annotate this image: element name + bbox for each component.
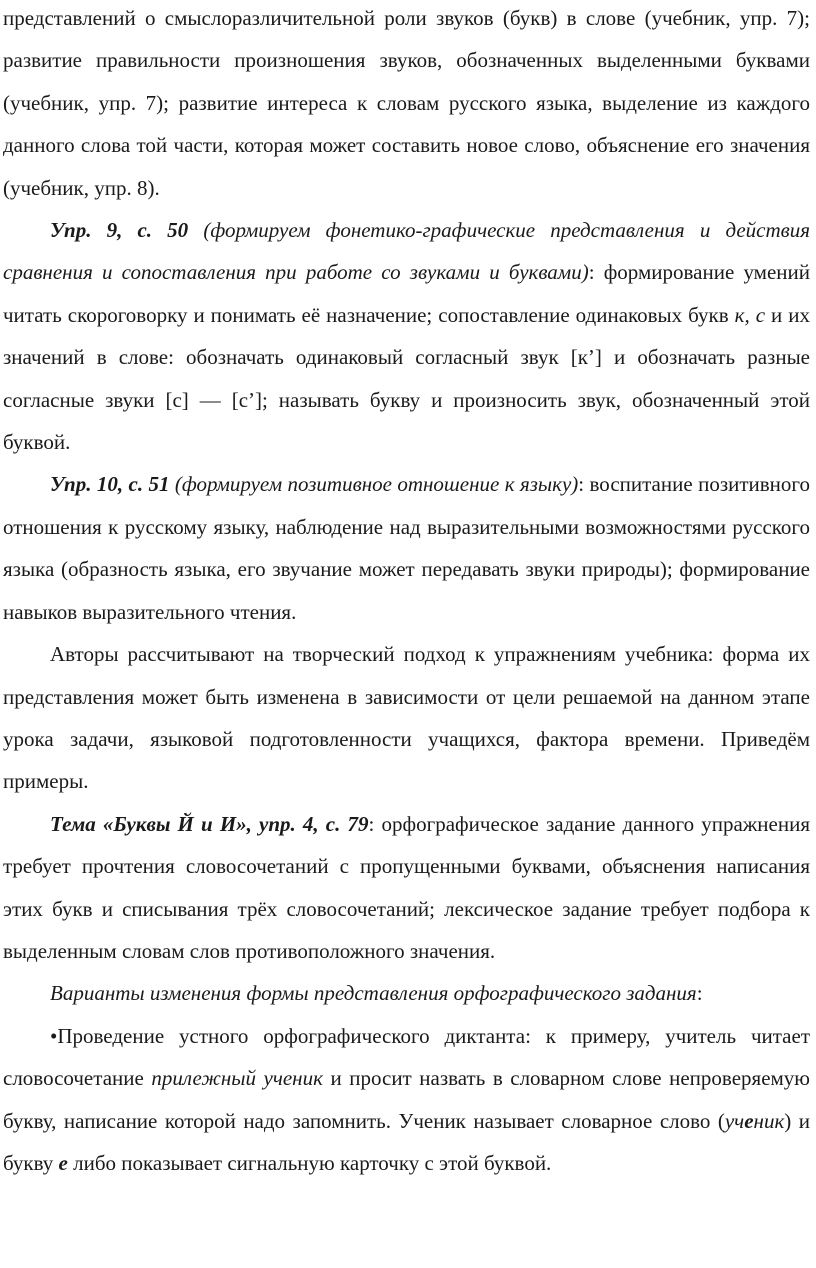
text-run: уч (724, 1108, 745, 1133)
text-run: Варианты изменения формы представления орфографического задания (50, 981, 697, 1006)
paragraph-p2 (3, 209, 810, 463)
text-run: Тема «Буквы Й и И», упр. 4, с. 79 (50, 811, 369, 836)
text-run: е (58, 1150, 68, 1175)
text-run: Упр. 10, с. 51 (50, 472, 170, 497)
text-run: : формирование умений читать скороговорку и понимать её назначение; сопоставление одинаковых букв (3, 260, 810, 327)
text-run: и просит назвать в словарном слове непроверяемую букву, написание которой надо запомнить. Ученик называет словарное слово ( (3, 1066, 810, 1133)
paragraph-p6 (3, 972, 810, 1014)
text-run: прилежный ученик (151, 1066, 323, 1091)
text-run: •Проведение устного орфографического диктанта: к примеру, учитель читает словосочетание (3, 1023, 810, 1091)
paragraph-p3 (3, 463, 810, 633)
text-run: : (696, 981, 703, 1006)
paragraph-p5 (3, 803, 810, 973)
text-run (188, 218, 203, 242)
text-run: представлений о смыслоразличительной роли звуков (букв) в слове (учебник, упр. 7); развитие правильности произношения звуков, обозначенных выделенными буквами (учебник, упр. 7); развитие интереса к словам русского языка, выделение из каждого данного слова той части, которая может составить новое слово, объяснение его значения (учебник, упр. 8). (3, 6, 810, 200)
paragraph-p7 (3, 1015, 810, 1185)
text-run: Авторы рассчитывают на творческий подход к упражнениям учебника: форма их представления может быть изменена в зависимости от цели решаемой на данном этапе урока задачи, языковой подготовленности учащихся, фактора времени. Приведём примеры. (3, 642, 810, 794)
text-run: и их значений в слове: обозначать одинаковый согласный звук [к’] и обозначать разные согласные звуки [с] — [с’]; называть букву и произносить звук, обозначенный этой буквой. (3, 302, 810, 455)
text-run: Упр. 9, с. 50 (50, 218, 189, 243)
text-run: (формируем позитивное отношение к языку) (174, 472, 579, 497)
text-run: ник (753, 1108, 785, 1133)
text-run: (формируем фонетико-графические представления и действия сравнения и сопоставления при работе со звуками и буквами) (3, 218, 811, 285)
paragraph-p1 (3, 0, 810, 209)
text-run: : воспитание позитивного отношения к русскому языку, наблюдение над выразительными возможностями русского языка (образность языка, его звучание может передавать звуки природы); формирование навыков выразительного чтения. (3, 472, 811, 624)
text-run: : орфографическое задание данного упражнения требует прочтения словосочетаний с пропущенными буквами, объяснения написания этих букв и списывания трёх словосочетаний; лексическое задание требует подбора к выделенным словам слов противоположного значения. (3, 811, 810, 963)
text-run: е (744, 1108, 754, 1133)
text-run: ) и букву (3, 1108, 810, 1175)
text-run: к, с (734, 302, 766, 327)
text-run: либо показывает сигнальную карточку с этой буквой. (67, 1150, 552, 1175)
paragraph-p4 (3, 633, 810, 803)
